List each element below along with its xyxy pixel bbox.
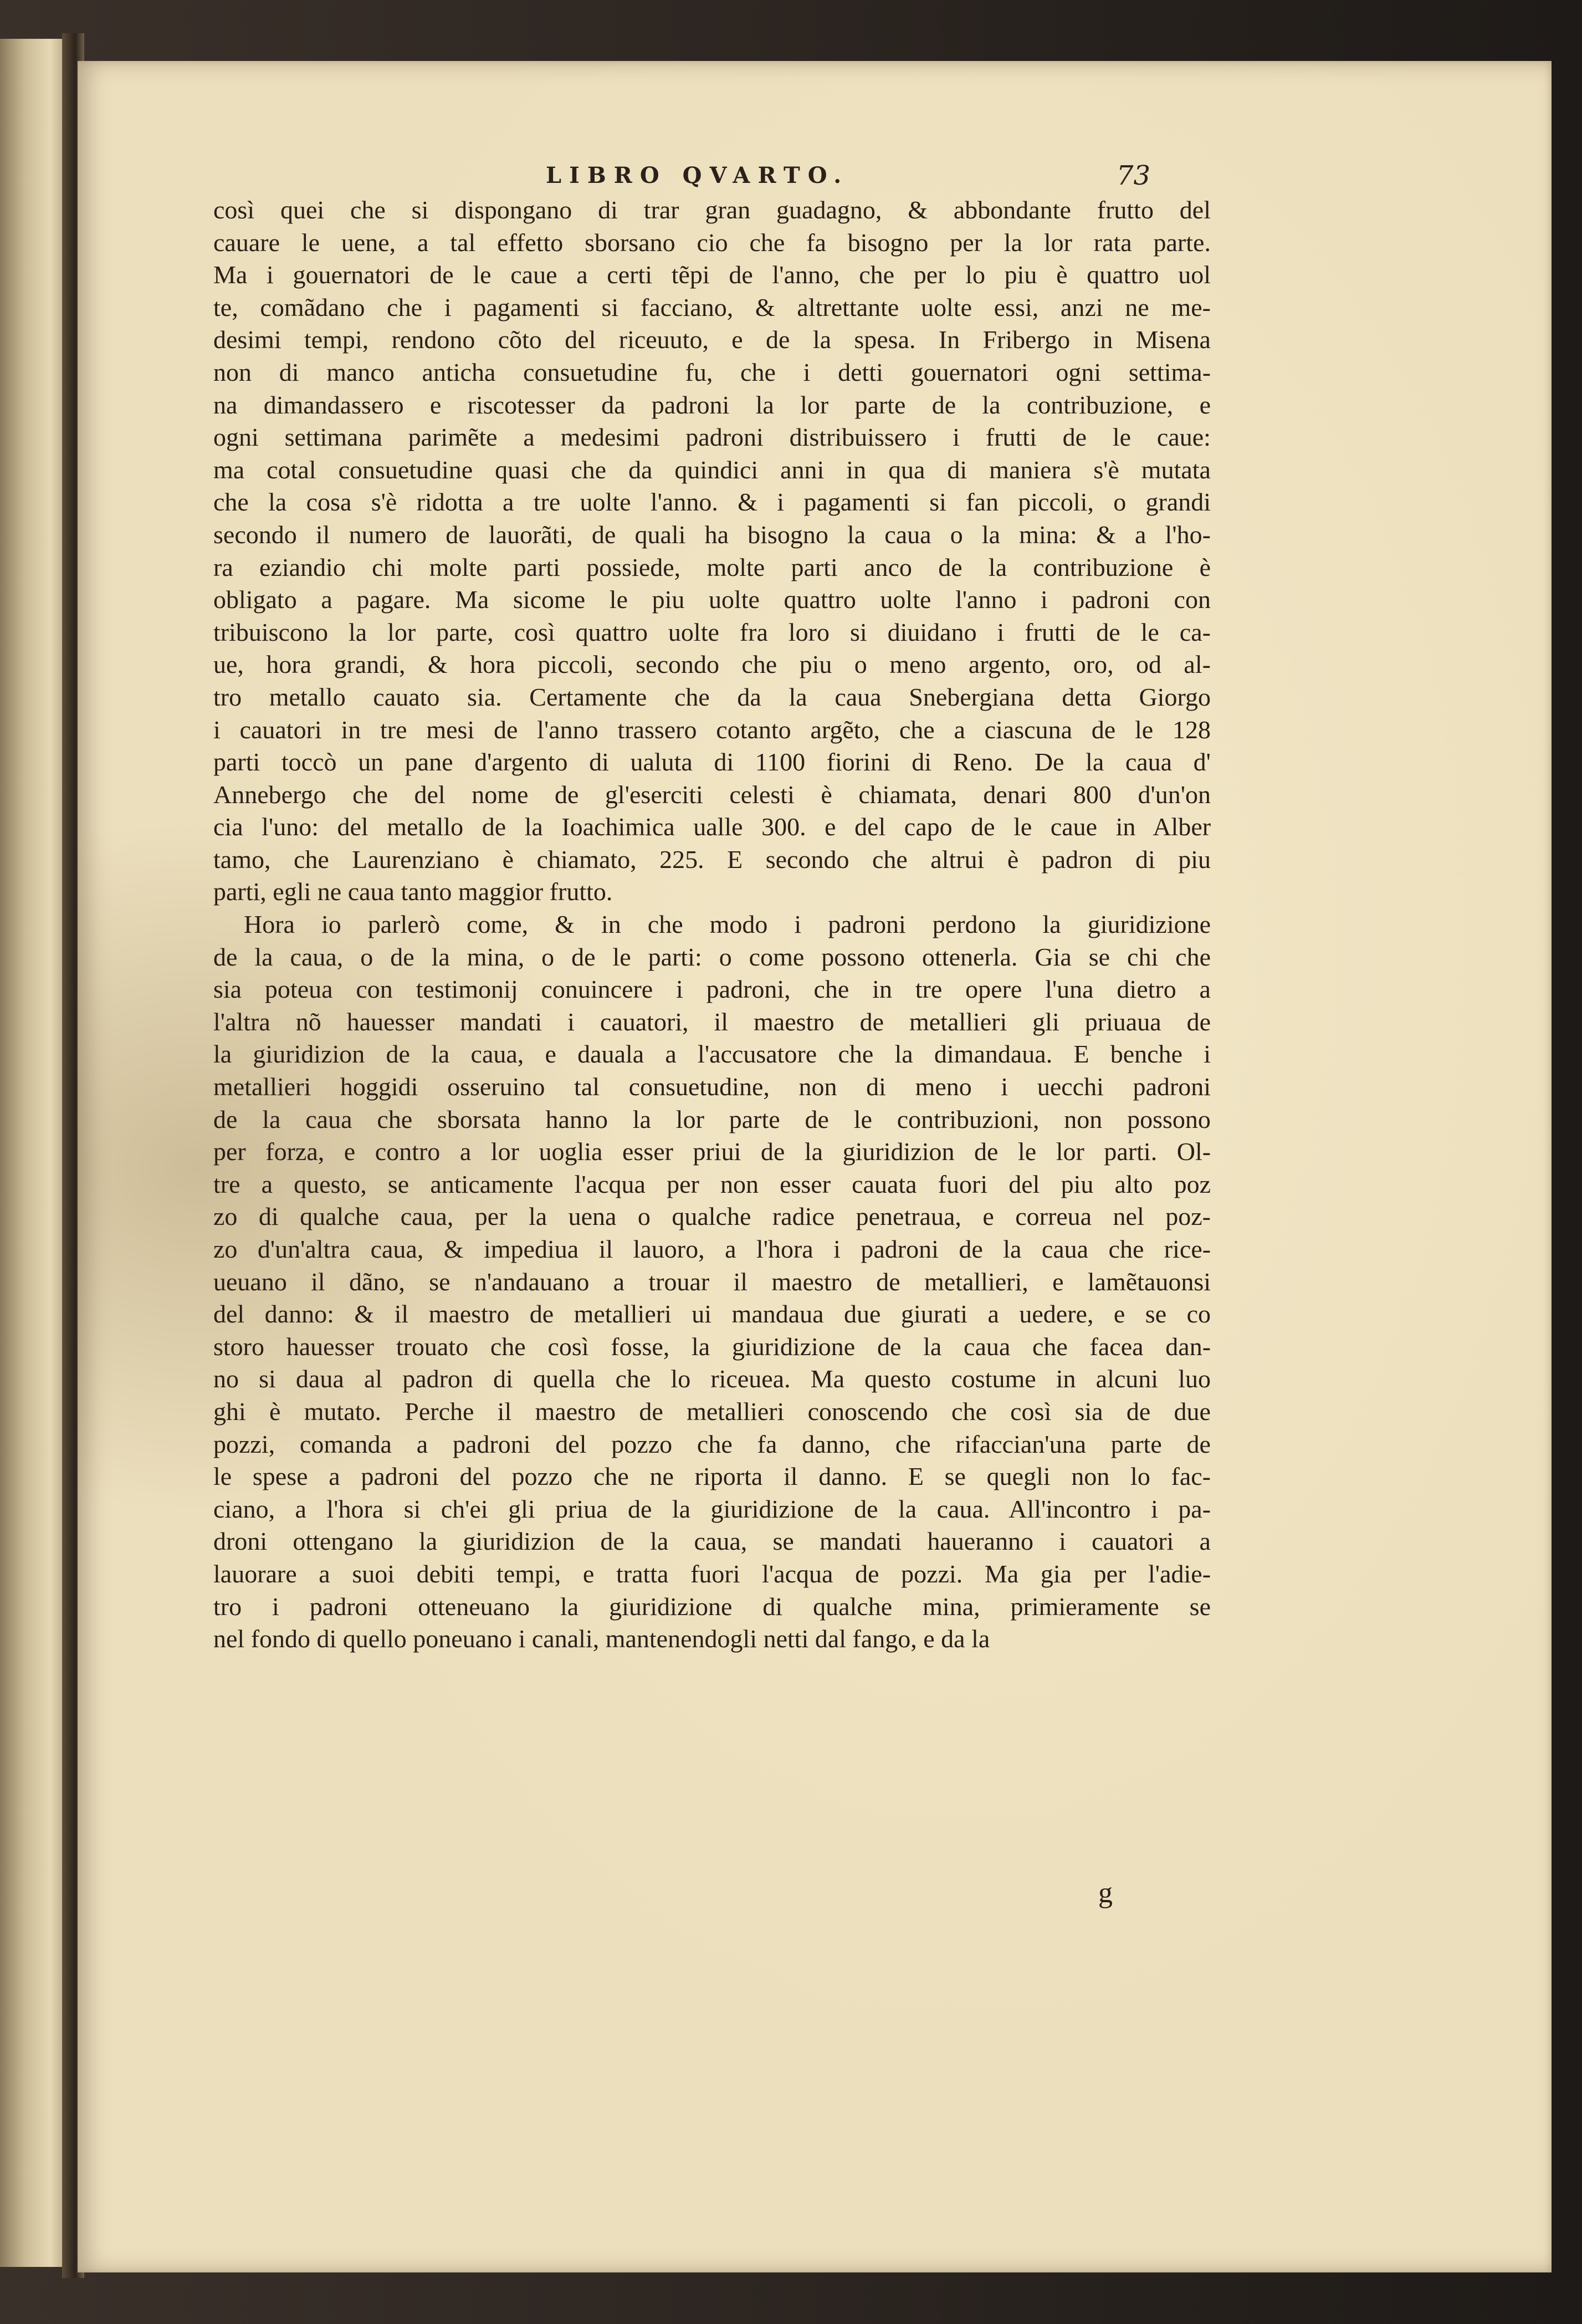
text-line: de la caua, o de la mina, o de le parti: o come possono ottenerla. Gia se chi che bbox=[213, 942, 1211, 971]
text-line: obligato a pagare. Ma sicome le piu uolte quattro uolte l'anno i padroni con bbox=[213, 585, 1211, 614]
text-line: pozzi, comanda a padroni del pozzo che fa danno, che rifaccian'una parte de bbox=[213, 1429, 1211, 1458]
text-line: droni ottengano la giuridizion de la caua, se mandati haueranno i cauatori a bbox=[213, 1527, 1211, 1556]
text-line: zo di qualche caua, per la uena o qualche radice penetraua, e correua nel poz- bbox=[213, 1202, 1211, 1231]
text-line: così quei che si dispongano di trar gran guadagno, & abbondante frutto del bbox=[213, 196, 1211, 224]
text-line: storo hauesser trouato che così fosse, la giuridizione de la caua che facea dan- bbox=[213, 1332, 1211, 1361]
text-line: na dimandassero e riscotesser da padroni la lor parte de la contribuzione, e bbox=[213, 390, 1211, 419]
body-text bbox=[213, 194, 1211, 1656]
text-line: parti, egli ne caua tanto maggior frutto. bbox=[213, 877, 613, 906]
text-line: del danno: & il maestro de metallieri ui mandaua due giurati a uedere, e se co bbox=[213, 1300, 1211, 1329]
text-line: tro metallo cauato sia. Certamente che da la caua Snebergiana detta Giorgo bbox=[213, 682, 1211, 711]
text-line: ueuano il dãno, se n'andauano a trouar il maestro de metallieri, e lamẽtauonsi bbox=[213, 1267, 1211, 1296]
text-line: zo d'un'altra caua, & impediua il lauoro, a l'hora i padroni de la caua che rice- bbox=[213, 1235, 1211, 1263]
text-line: l'altra nõ hauesser mandati i cauatori, il maestro de metallieri gli priuaua de bbox=[213, 1007, 1211, 1036]
text-line: ogni settimana parimẽte a medesimi padroni distribuissero i frutti de le caue: bbox=[213, 423, 1211, 452]
text-line: ghi è mutato. Perche il maestro de metallieri conoscendo che così sia de due bbox=[213, 1397, 1211, 1426]
text-line: sia poteua con testimonij conuincere i padroni, che in tre opere l'una dietro a bbox=[213, 975, 1211, 1004]
text-line: nel fondo di quello poneuano i canali, mantenendogli netti dal fango, e da la bbox=[213, 1625, 990, 1653]
text-line: cia l'uno: del metallo de la Ioachimica ualle 300. e del capo de le caue in Alber bbox=[213, 813, 1211, 841]
text-line: ue, hora grandi, & hora piccoli, secondo che piu o meno argento, oro, od al- bbox=[213, 650, 1211, 679]
text-line: Annebergo che del nome de gl'eserciti celesti è chiamata, denari 800 d'un'on bbox=[213, 780, 1211, 809]
text-line: lauorare a suoi debiti tempi, e tratta fuori l'acqua de pozzi. Ma gia per l'adie- bbox=[213, 1559, 1211, 1588]
text-line: te, comãdano che i pagamenti si facciano, & altrettante uolte essi, anzi ne me- bbox=[213, 293, 1211, 321]
text-line: che la cosa s'è ridotta a tre uolte l'anno. & i pagamenti si fan piccoli, o grandi bbox=[213, 488, 1211, 517]
text-line: tre a questo, se anticamente l'acqua per non esser cauata fuori del piu alto poz bbox=[213, 1169, 1211, 1198]
page-number: 73 bbox=[1117, 160, 1151, 191]
text-line: tribuiscono la lor parte, così quattro uolte fra loro si diuidano i frutti de le ca- bbox=[213, 617, 1211, 646]
text-line: tamo, che Laurenziano è chiamato, 225. E secondo che altrui è padron di piu bbox=[213, 845, 1211, 874]
text-line: ciano, a l'hora si ch'ei gli priua de la giuridizione de la caua. All'incontro i pa- bbox=[213, 1494, 1211, 1523]
text-line: parti toccò un pane d'argento di ualuta di 1100 fiorini di Reno. De la caua d' bbox=[213, 748, 1211, 777]
left-page-edge bbox=[0, 39, 72, 2267]
text-line: ra eziandio chi molte parti possiede, molte parti anco de la contribuzione è bbox=[213, 553, 1211, 581]
running-title: LIBRO QVARTO. bbox=[546, 162, 849, 188]
text-line: Ma i gouernatori de le caue a certi tẽpi de l'anno, che per lo piu è quattro uol bbox=[213, 261, 1211, 289]
text-line: la giuridizion de la caua, e dauala a l'accusatore che la dimandaua. E benche i bbox=[213, 1040, 1211, 1069]
text-line: non di manco anticha consuetudine fu, che i detti gouernatori ogni settima- bbox=[213, 357, 1211, 386]
text-line: le spese a padroni del pozzo che ne riporta il danno. E se quegli non lo fac- bbox=[213, 1462, 1211, 1491]
text-line: i cauatori in tre mesi de l'anno trassero cotanto argẽto, che a ciascuna de le 128 bbox=[213, 715, 1211, 744]
text-line: metallieri hoggidi osseruino tal consuetudine, non di meno i uecchi padroni bbox=[213, 1072, 1211, 1101]
text-line: secondo il numero de lauorãti, de quali ha bisogno la caua o la mina: & a l'ho- bbox=[213, 520, 1211, 549]
text-line: de la caua che sborsata hanno la lor parte de le contribuzioni, non possono bbox=[213, 1105, 1211, 1133]
text-line: tro i padroni otteneuano la giuridizione di qualche mina, primieramente se bbox=[213, 1592, 1211, 1621]
text-line: ma cotal consuetudine quasi che da quindici anni in qua di maniera s'è mutata bbox=[213, 455, 1211, 484]
text-line: desimi tempi, rendono cõto del riceuuto, e de la spesa. In Fribergo in Misena bbox=[213, 325, 1211, 354]
text-line: cauare le uene, a tal effetto sborsano cio che fa bisogno per la lor rata parte. bbox=[213, 228, 1211, 257]
text-line: no si daua al padron di quella che lo riceuea. Ma questo costume in alcuni luo bbox=[213, 1365, 1211, 1393]
text-line: per forza, e contro a lor uoglia esser priui de la giuridizion de le lor parti. Ol- bbox=[213, 1137, 1211, 1166]
text-line: Hora io parlerò come, & in che modo i padroni perdono la giuridizione bbox=[244, 910, 1211, 939]
signature-mark: g bbox=[1098, 1877, 1113, 1909]
